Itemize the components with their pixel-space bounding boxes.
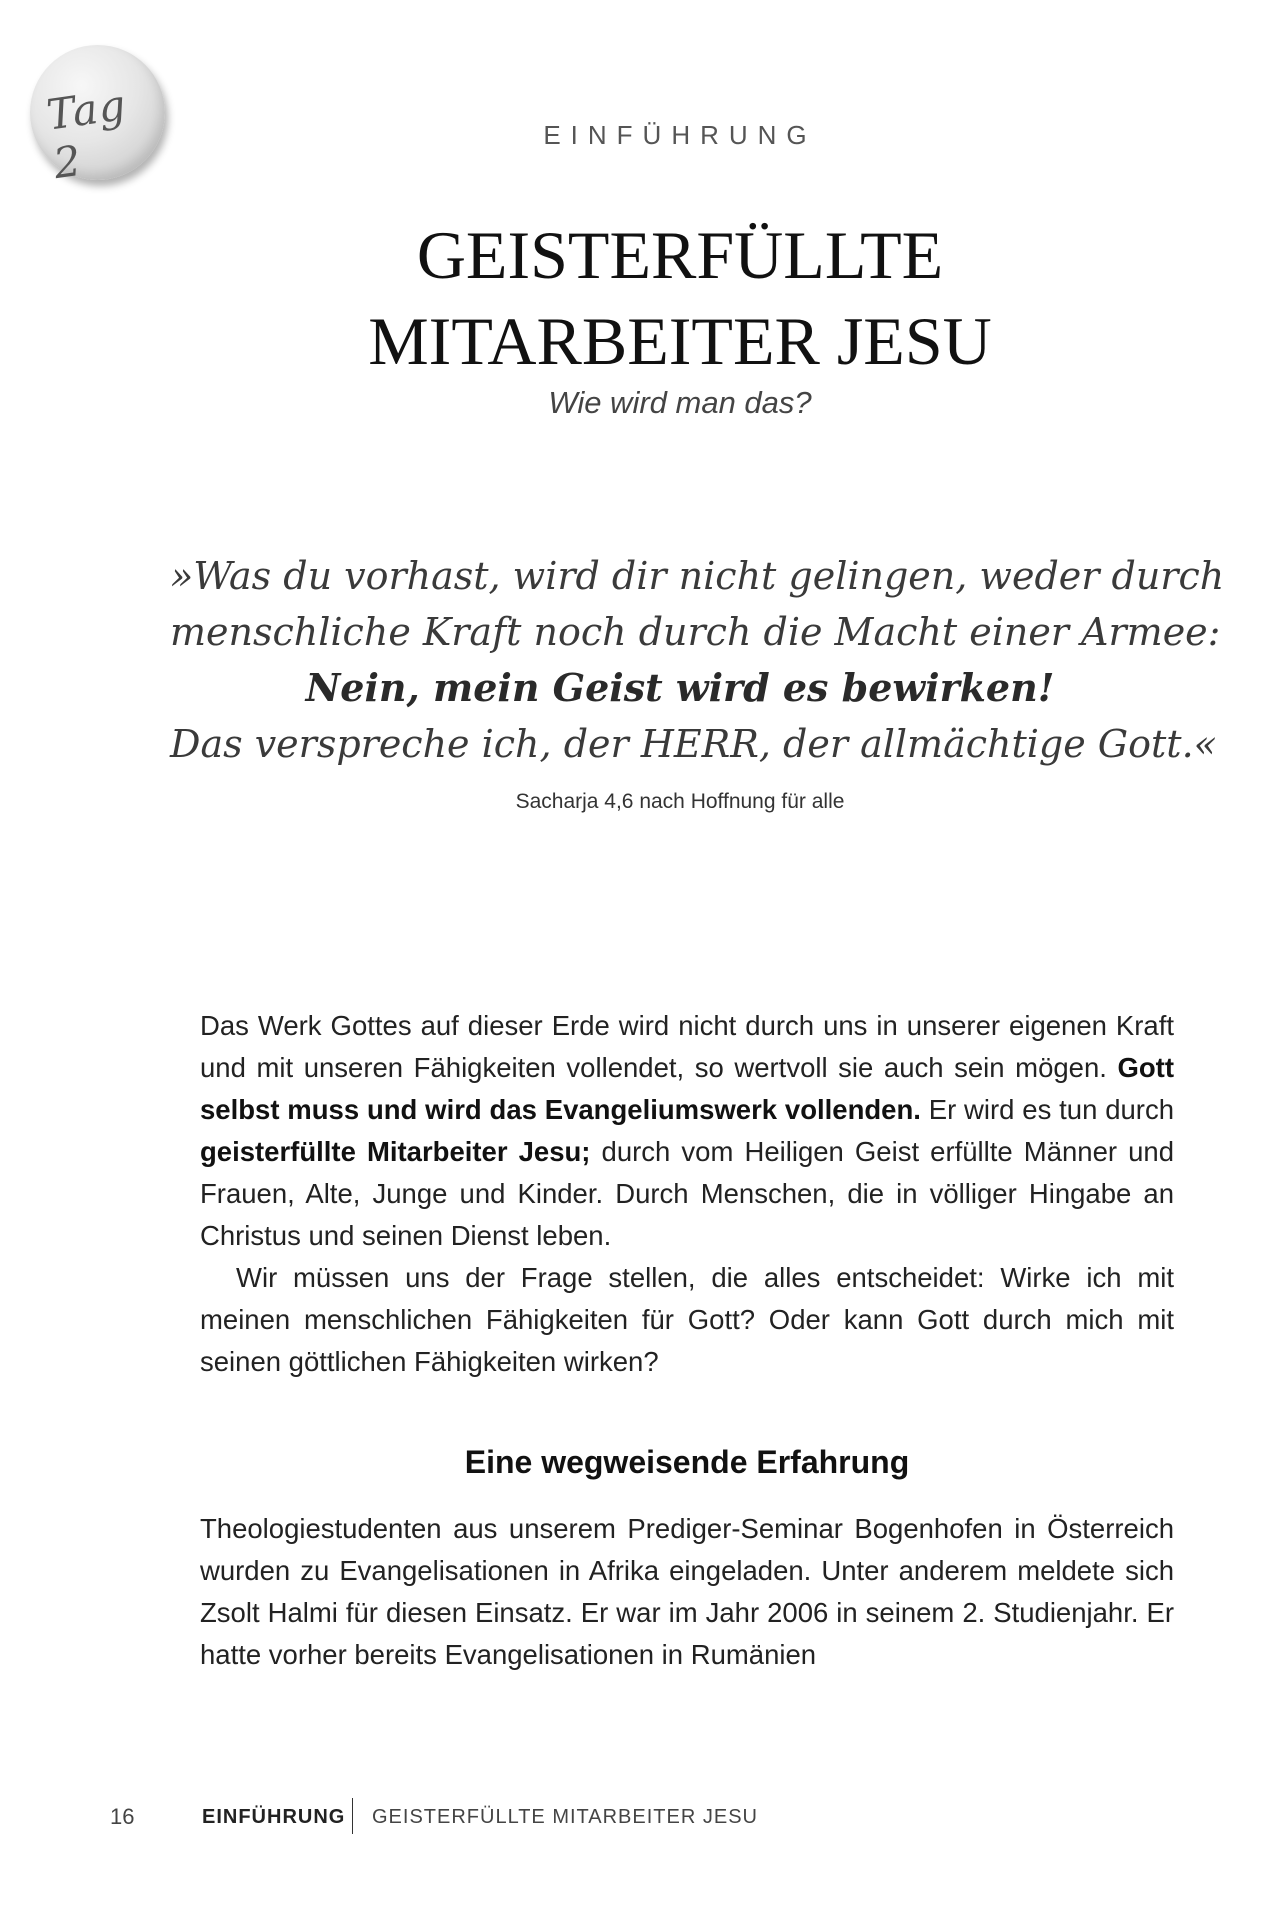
emphasis-text: Gott selbst muss und wird das Evangeliumswerk vollenden. — [200, 1052, 1174, 1125]
intro-text — [200, 1005, 1174, 1383]
intro-paragraph-1 — [200, 1005, 1174, 1257]
chapter-subtitle: Wie wird man das? — [548, 385, 812, 420]
section-heading: Eine wegweisende Erfahrung — [464, 1444, 910, 1480]
text-run: Er wird es tun durch — [920, 1094, 1175, 1125]
footer-chapter: GEISTERFÜLLTE MITARBEITER JESU — [372, 1806, 758, 1828]
intro-paragraph-2: Wir müssen uns der Frage stellen, die alles entscheidet: Wirke ich mit meinen menschlichen Fähigkeiten für Gott? Oder kann Gott durch mich mit seinen göttlichen Fähigkeiten wirken? — [200, 1262, 1174, 1377]
quote-line-2: menschliche Kraft noch durch die Macht einer Armee: — [170, 610, 1221, 654]
bible-quote — [170, 548, 1225, 772]
section-label: EINFÜHRUNG — [543, 120, 817, 150]
page-number: 16 — [110, 1804, 135, 1829]
day-badge — [30, 45, 165, 189]
footer-section: EINFÜHRUNG — [202, 1806, 346, 1828]
quote-line-4: Das verspreche ich, der HERR, der allmächtige Gott.« — [170, 722, 1217, 766]
chapter-title-line-1: GEISTERFÜLLTE — [416, 217, 944, 293]
chapter-title-line-2: MITARBEITER JESU — [368, 303, 992, 379]
text-run: Das Werk Gottes auf dieser Erde wird nicht durch uns in unserer eigenen Kraft und mit unseren Fähigkeiten vollendet, so wertvoll sie auch sein mögen. — [200, 1010, 1174, 1083]
text-run: durch vom Heiligen Geist erfüllte Männer und Frauen, Alte, Junge und Kinder. Durch Menschen, die in völliger Hingabe an Christus und seinen Dienst leben. — [200, 1136, 1174, 1251]
chapter-title — [300, 212, 1060, 384]
day-badge-label: Tag 2 — [43, 80, 130, 189]
quote-line-1: »Was du vorhast, wird dir nicht gelingen, weder durch — [170, 554, 1225, 598]
emphasis-text: geisterfüllte Mitarbeiter Jesu; — [200, 1136, 591, 1167]
quote-source: Sacharja 4,6 nach Hoffnung für alle — [515, 790, 845, 813]
story-paragraph-1: Theologiestudenten aus unserem Prediger-Seminar Bogenhofen in Österreich wurden zu Evangelisationen in Afrika eingeladen. Unter anderem meldete sich Zsolt Halmi für diesen Einsatz. Er war im Jahr 2006 in seinem 2. Studienjahr. Er hatte vorher bereits Evangelisationen in Rumänien — [200, 1513, 1174, 1670]
story-text — [200, 1508, 1174, 1676]
page-footer — [0, 1798, 1280, 1838]
footer-divider — [352, 1798, 353, 1834]
quote-line-3: Nein, mein Geist wird es bewirken! — [305, 665, 1055, 710]
